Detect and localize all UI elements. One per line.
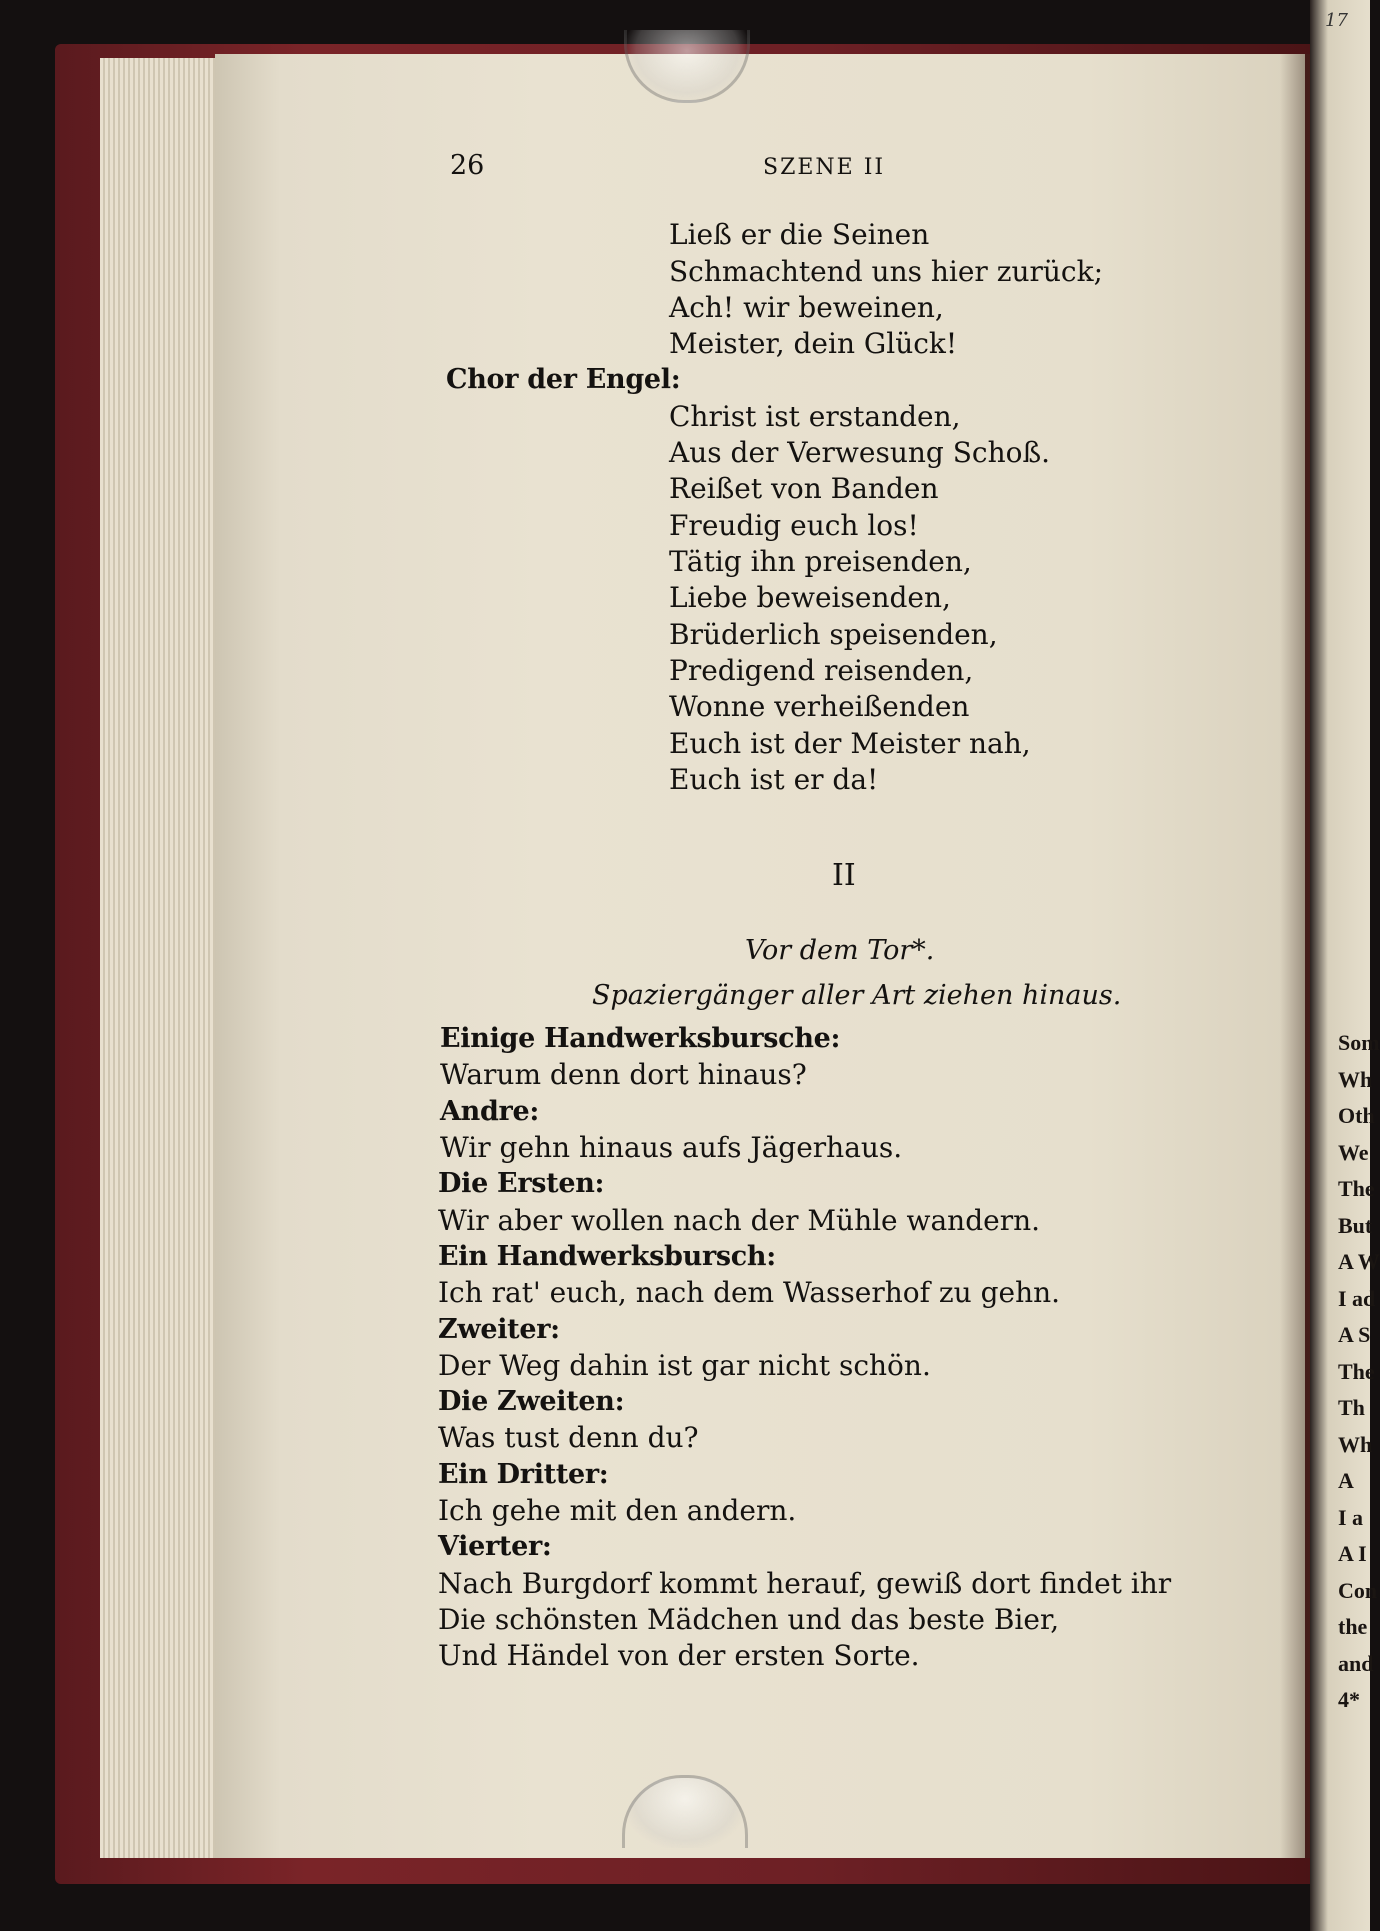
speaker-chor-der-engel: Chor der Engel: <box>446 364 681 395</box>
facing-fragment: A W <box>1338 1249 1380 1274</box>
facing-fragment: Th <box>1338 1395 1365 1420</box>
facing-fragment: I ad <box>1338 1285 1376 1311</box>
facing-fragment: A S <box>1338 1322 1371 1347</box>
speaker: Die Zweiten: <box>438 1386 625 1417</box>
facing-fragment: A <box>1338 1468 1354 1493</box>
verse-line: Aus der Verwesung Schoß. <box>669 436 1051 469</box>
dialogue-line: Nach Burgdorf kommt herauf, gewiß dort findet ihr <box>438 1567 1172 1600</box>
facing-fragment: and <box>1338 1650 1374 1676</box>
speaker: Andre: <box>440 1096 540 1127</box>
verse-line: Brüderlich speisenden, <box>669 618 998 651</box>
dialogue-line: Wir gehn hinaus aufs Jägerhaus. <box>440 1131 903 1164</box>
verse-line: Euch ist er da! <box>669 763 879 796</box>
running-head: SZENE II <box>763 155 886 180</box>
speaker: Die Ersten: <box>438 1168 605 1199</box>
verse-line: Schmachtend uns hier zurück; <box>669 255 1103 288</box>
facing-fragment: Wh <box>1338 1431 1373 1457</box>
verse-line: Freudig euch los! <box>669 509 919 542</box>
verse-line: Liebe beweisenden, <box>669 581 951 614</box>
facing-fragment: I a <box>1338 1504 1364 1530</box>
facing-fragment: 4* <box>1338 1687 1360 1712</box>
dialogue-line: Die schönsten Mädchen und das beste Bier, <box>438 1603 1060 1636</box>
scene-number: II <box>832 858 856 893</box>
corner-mark: 17 <box>1325 10 1348 31</box>
facing-fragment: The <box>1338 1358 1375 1384</box>
facing-fragment: Con <box>1338 1577 1378 1603</box>
speaker: Ein Handwerksbursch: <box>438 1241 776 1272</box>
facing-fragment: We <box>1338 1139 1369 1165</box>
verse-line: Wonne verheißenden <box>669 690 970 723</box>
verse-line: Christ ist erstanden, <box>669 400 961 433</box>
page-edges <box>100 58 230 1858</box>
scene-title: Vor dem Tor*. <box>745 935 935 966</box>
dialogue-line: Ich gehe mit den andern. <box>438 1494 797 1527</box>
speaker: Vierter: <box>438 1531 552 1562</box>
dialogue-line: Ich rat' euch, nach dem Wasserhof zu gehn. <box>438 1276 1061 1309</box>
dialogue-line: Und Händel von der ersten Sorte. <box>438 1639 920 1672</box>
dialogue-line: Warum denn dort hinaus? <box>440 1058 807 1091</box>
verse-line: Euch ist der Meister nah, <box>669 727 1031 760</box>
page-number: 26 <box>450 150 485 181</box>
speaker: Ein Dritter: <box>438 1459 609 1490</box>
verse-line: Tätig ihn preisenden, <box>669 545 972 578</box>
speaker: Zweiter: <box>438 1314 560 1345</box>
verse-line: Reißet von Banden <box>669 472 939 505</box>
facing-fragment: But <box>1338 1212 1373 1238</box>
speaker: Einige Handwerksbursche: <box>440 1023 841 1054</box>
facing-fragment: A I <box>1338 1541 1367 1566</box>
gutter-shadow <box>1280 54 1310 1858</box>
dialogue-line: Was tust denn du? <box>438 1421 699 1454</box>
stage-direction: Spaziergänger aller Art ziehen hinaus. <box>592 980 1122 1011</box>
verse-line: Ach! wir beweinen, <box>669 291 944 324</box>
verse-line: Predigend reisenden, <box>669 654 974 687</box>
facing-fragment: Oth <box>1338 1103 1375 1128</box>
dialogue-line: Der Weg dahin ist gar nicht schön. <box>438 1349 931 1382</box>
verse-line: Meister, dein Glück! <box>669 327 958 360</box>
dialogue-line: Wir aber wollen nach der Mühle wandern. <box>438 1204 1041 1237</box>
facing-fragment: the <box>1338 1614 1368 1639</box>
facing-fragment: The <box>1338 1176 1375 1201</box>
facing-page-text <box>1338 1025 1380 1719</box>
facing-fragment: Wh <box>1338 1066 1373 1092</box>
facing-fragment: Som <box>1338 1030 1380 1055</box>
verse-line: Ließ er die Seinen <box>669 218 930 251</box>
